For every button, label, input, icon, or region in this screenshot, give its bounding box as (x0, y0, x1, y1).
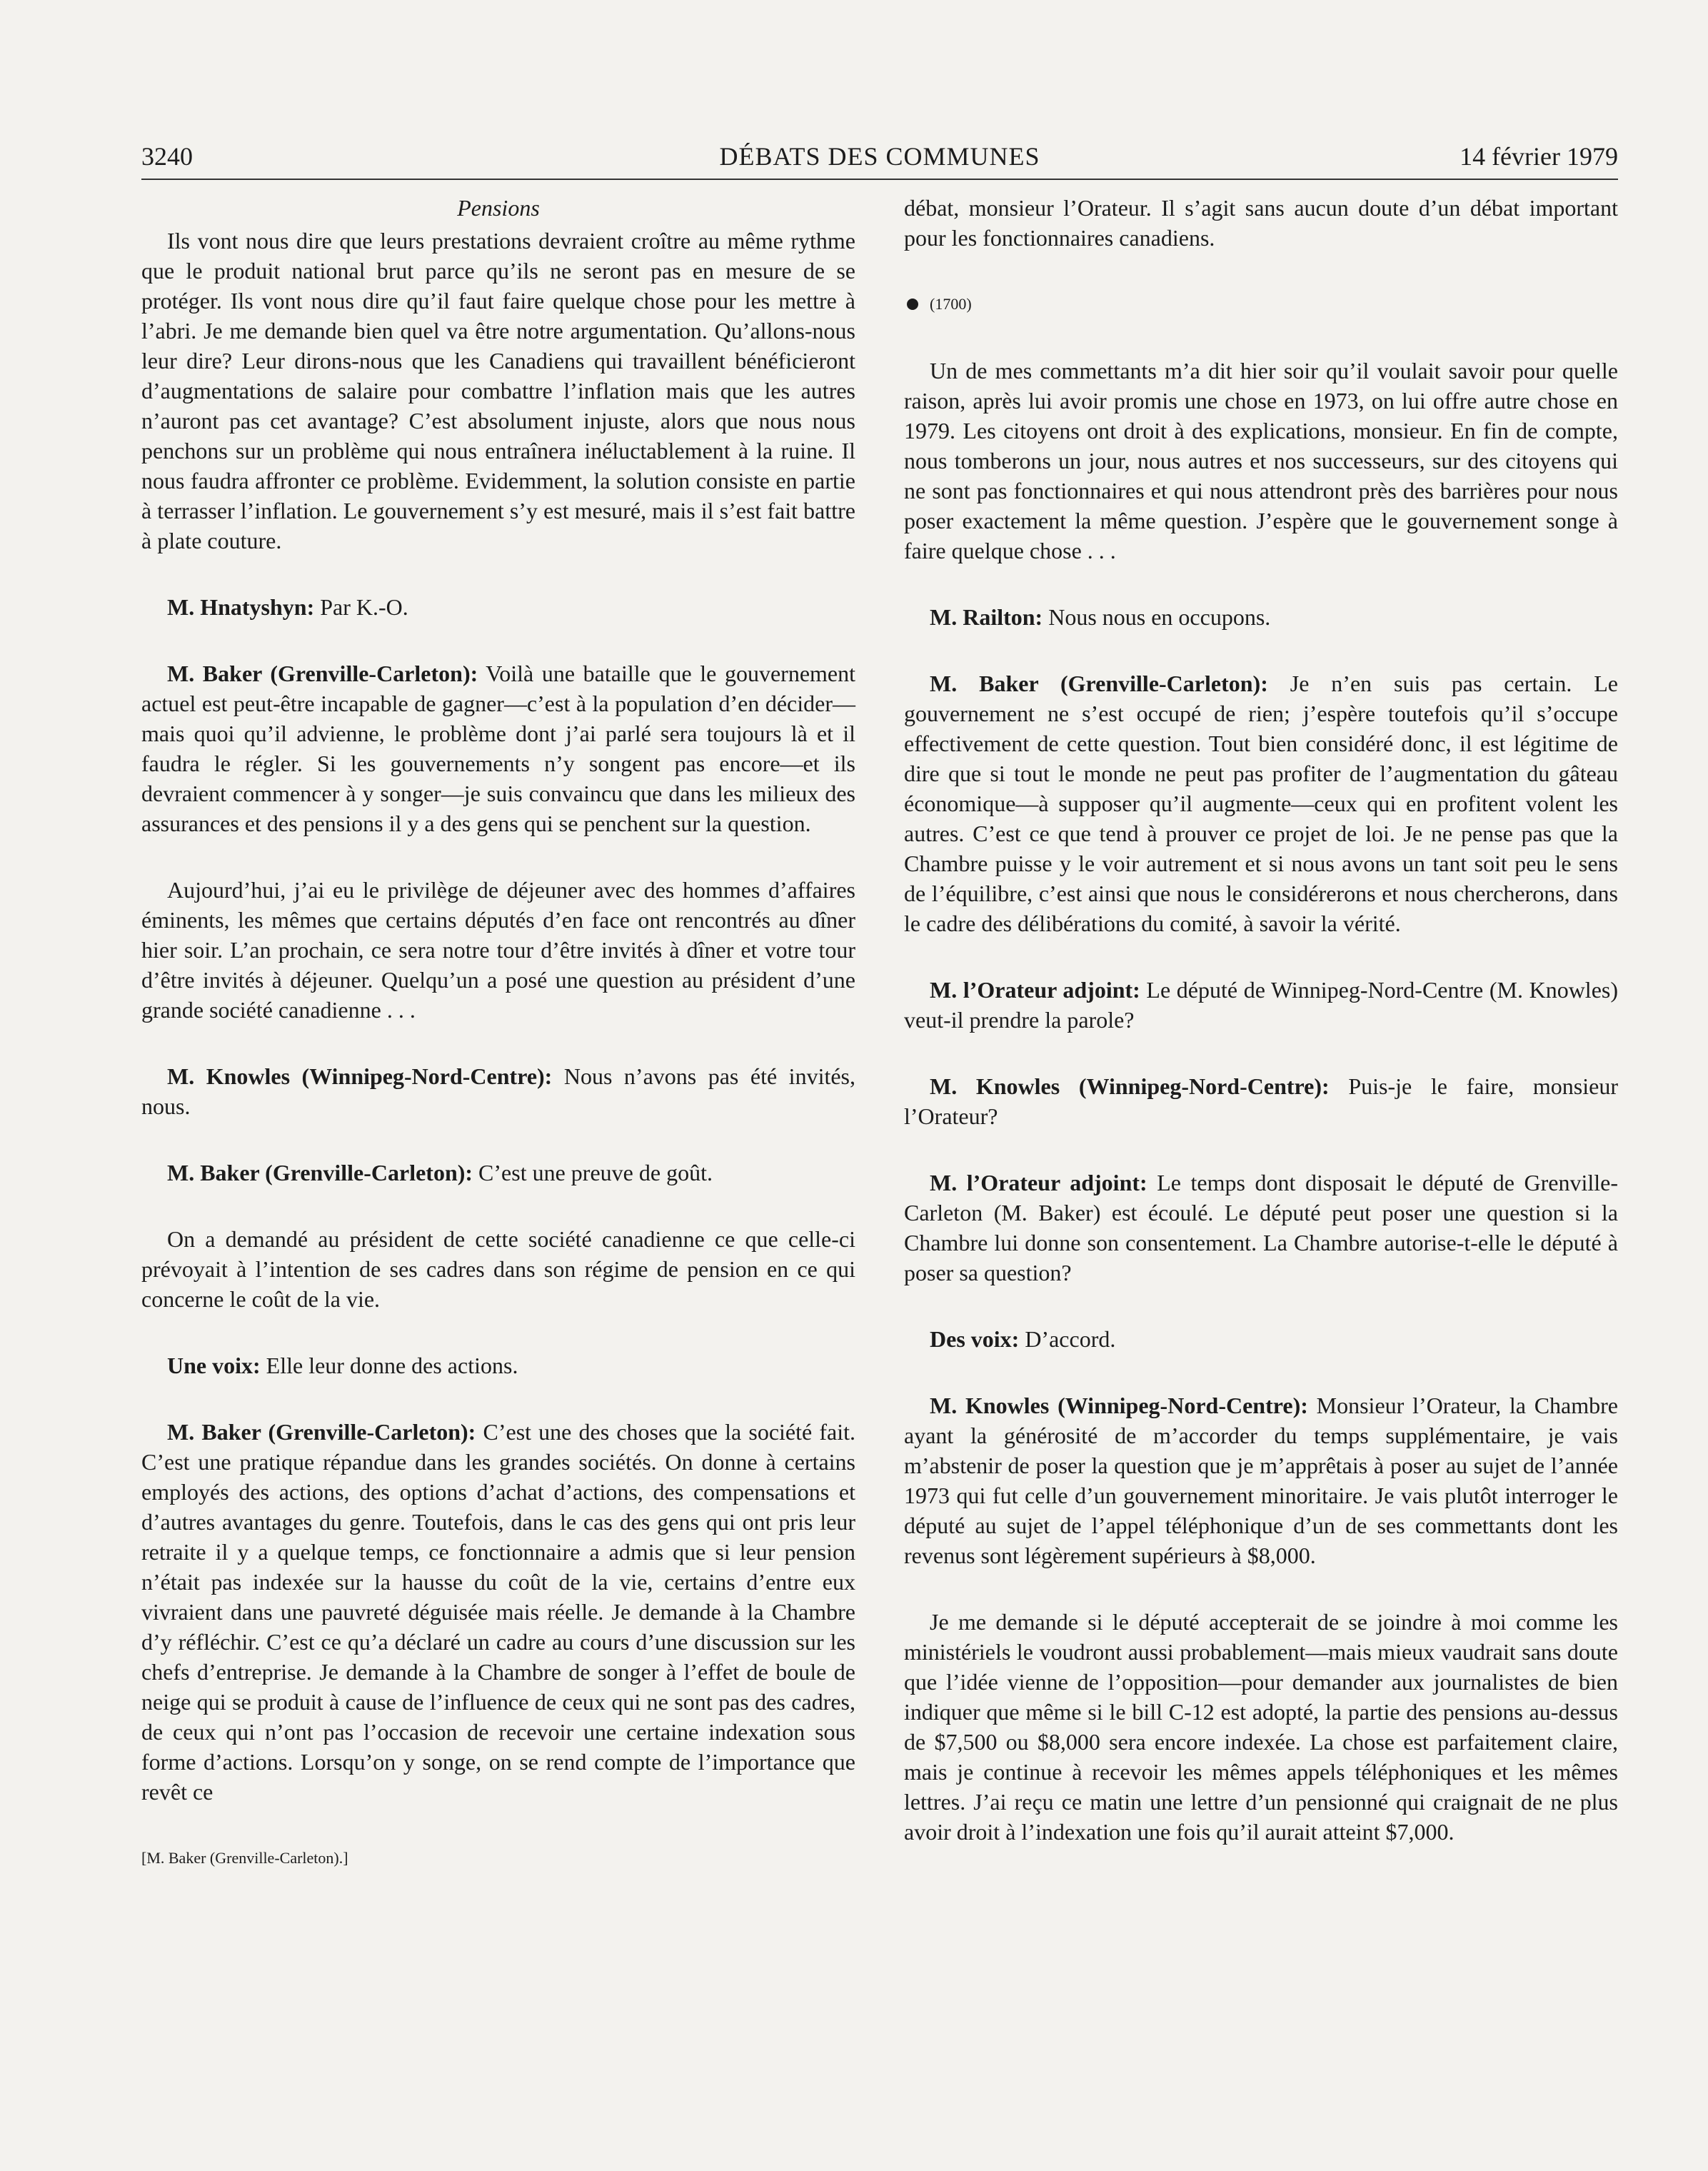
paragraph (904, 602, 1618, 632)
paragraph (904, 1168, 1618, 1288)
page-header (141, 141, 1618, 177)
speech-text: C’est une des choses que la société fait. C’est une pratique répandue dans les grandes sociétés. On donne à certains employés des actions, des options d’achat d’actions, des compensations et d’autres avantages du genre. Toutefois, dans le cas des gens qui ont pris leur retraite il y a quelque temps, ce fonctionnaire a admis que si leur pension n’était pas indexée sur la hausse du coût de la vie, certains d’entre eux vivraient dans une pauvreté déguisée mais réelle. Je demande à la Chambre d’y réfléchir. C’est ce qu’a déclaré un cadre au cours d’une discussion sur les chefs d’entreprise. Je demande à la Chambre de songer à l’effet de boule de neige qui se produit à cause de l’influence de ceux qui ne sont pas des cadres, de ceux qui n’ont pas l’occasion de recevoir une certaine indexation sous forme d’actions. Lorsqu’on y songe, on se rend compte de l’importance que revêt ce (141, 1419, 856, 1805)
paragraph (141, 658, 855, 838)
header-rule (141, 179, 1618, 180)
paragraph: Ils vont nous dire que leurs prestations devraient croître au même rythme que le produit national brut parce qu’ils ne seront pas en mesure de se protéger. Ils vont nous dire qu’il faut faire quelque chose pour les mettre à l’abri. Je me demande bien quel va être notre argumentation. Qu’allons-nous leur dire? Leur dirons-nous que les Canadiens qui travaillent bénéficieront d’augmentations de salaire pour combattre l’inflation mais que les autres n’auront pas cet avantage? C’est absolument injuste, alors que nous nous penchons sur un problème qui nous entraînera inéluctablement à la ruine. Il nous faudra affronter ce problème. Evidemment, la solution consiste en partie à terrasser l’inflation. Le gouvernement s’y est mesuré, mais il s’est fait battre à plate couture. (141, 228, 855, 553)
bullet-icon (907, 299, 918, 310)
speech-text: Voilà une bataille que le gouvernement actuel est peut-être incapable de gagner—c’est à la population d’en décider—mais quoi qu’il advienne, le problème dont j’ai parlé sera toujours là et il faudra le régler. Si les gouvernements n’y songent pas encore—et ils devraient commencer à y songer—je suis convaincu que dans les milieux des assurances et des pensions il y a des gens qui se penchent sur la question. (141, 661, 856, 836)
speech-text: Je n’en suis pas certain. Le gouvernement ne s’est occupé de rien; j’espère toutefois qu’il s’occupe effectivement de cette question. Tout bien considéré donc, il est légitime de dire que si tout le monde ne peut pas profiter de l’augmentation du gâteau économique—à supposer qu’il augmente—ceux qui en profitent volent les autres. C’est ce que tend à prouver ce projet de loi. Je ne pense pas que la Chambre puisse y le voir autrement et si nous avons un tant soit peu le sens de l’équilibre, c’est ainsi que nous le considérerons et nous chercherons, dans le cadre des délibérations du comité, à savoir la vérité. (904, 671, 1618, 936)
speaker-footnote: [M. Baker (Grenville-Carleton).] (141, 1849, 348, 1867)
speaker-name: M. Knowles (Winnipeg-Nord-Centre): (167, 1063, 553, 1089)
paragraph (141, 1350, 855, 1380)
speaker-name: Une voix: (167, 1353, 261, 1378)
speech-text: Le temps dont disposait le député de Grenville-Carleton (M. Baker) est écoulé. Le député peut poser une question si la Chambre lui donne son consentement. La Chambre autorise-t-elle le député à poser sa question? (904, 1170, 1618, 1285)
speaker-name: M. Hnatyshyn: (167, 594, 315, 620)
speaker-name: M. l’Orateur adjoint: (930, 977, 1140, 1003)
publication-title: DÉBATS DES COMMUNES (719, 142, 1040, 171)
time-marker-label: (1700) (930, 295, 972, 313)
paragraph (904, 1390, 1618, 1570)
speech-text: C’est une preuve de goût. (473, 1160, 713, 1185)
speaker-name: M. Knowles (Winnipeg-Nord-Centre): (930, 1393, 1308, 1418)
paragraph: Un de mes commettants m’a dit hier soir qu’il voulait savoir pour quelle raison, après lui avoir promis une chose en 1973, on lui offre autre chose en 1979. Les citoyens ont droit à des explications, monsieur. En fin de compte, nous tomberons un jour, nous autres et nos successeurs, sur des citoyens qui ne sont pas fonctionnaires et qui nous attendront près des barrières pour nous poser exactement la même question. J’espère que le gouvernement songe à faire quelque chose . . . (904, 358, 1618, 563)
speaker-name: M. Baker (Grenville-Carleton): (167, 661, 478, 686)
speaker-name: M. Baker (Grenville-Carleton): (167, 1160, 473, 1185)
speaker-name: M. Baker (Grenville-Carleton): (167, 1419, 476, 1445)
paragraph: Aujourd’hui, j’ai eu le privilège de déjeuner avec des hommes d’affaires éminents, les mêmes que certains députés d’en face ont rencontrés au dîner hier soir. L’an prochain, ce sera notre tour d’être invités à dîner et votre tour d’être invités à déjeuner. Quelqu’un a posé une question au président d’une grande société canadienne . . . (141, 877, 855, 1023)
speaker-name: M. Knowles (Winnipeg-Nord-Centre): (930, 1073, 1330, 1099)
paragraph (904, 668, 1618, 938)
left-column (141, 193, 855, 1910)
paragraph: On a demandé au président de cette société canadienne ce que celle-ci prévoyait à l’intention de ses cadres dans son régime de pension en ce qui concerne le coût de la vie. (141, 1226, 855, 1312)
speaker-name: M. Railton: (930, 604, 1043, 630)
paragraph: Je me demande si le député accepterait de se joindre à moi comme les ministériels le voudront aussi probablement—mais mieux vaudrait sans doute que l’idée vienne de l’opposition—pour demander aux journalistes de bien indiquer que même si le bill C-12 est adopté, la partie des pensions au-dessus de $7,500 ou $8,000 sera encore indexée. La chose est parfaitement claire, mais je continue à recevoir les mêmes appels téléphoniques et les mêmes lettres. J’ai reçu ce matin une lettre d’un pensionné qui craignait de ne plus avoir droit à l’indexation une fois qu’il aurait atteint $7,000. (904, 1609, 1618, 1845)
issue-date: 14 février 1979 (1460, 142, 1618, 171)
paragraph (141, 1417, 855, 1807)
speech-text: Monsieur l’Orateur, la Chambre ayant la générosité de m’accorder du temps supplémentaire, je vais m’abstenir de poser la question que je m’apprêtais à poser au sujet de l’année 1973 qui fut celle d’un gouvernement minoritaire. Je vais plutôt interroger le député au sujet de l’appel téléphonique d’un de ses commettants dont les revenus sont légèrement supérieurs à $8,000. (904, 1393, 1618, 1568)
paragraph (904, 1071, 1618, 1131)
speaker-name: M. Baker (Grenville-Carleton): (930, 671, 1268, 696)
paragraph (141, 592, 855, 622)
right-column (904, 193, 1618, 1883)
section-title: Pensions (457, 195, 540, 221)
paragraph (141, 1158, 855, 1188)
speech-text: Puis-je le faire, monsieur l’Orateur? (904, 1073, 1618, 1129)
speech-text: Nous n’avons pas été invités, nous. (141, 1063, 856, 1119)
paragraph (904, 1324, 1618, 1354)
speech-text: Par K.-O. (314, 594, 408, 620)
time-marker (904, 289, 1618, 319)
speech-text: Nous nous en occupons. (1043, 604, 1271, 630)
speaker-name: M. l’Orateur adjoint: (930, 1170, 1147, 1195)
page-number: 3240 (141, 142, 193, 171)
speech-text: D’accord. (1019, 1326, 1116, 1352)
paragraph (904, 975, 1618, 1035)
speech-text: Le député de Winnipeg-Nord-Centre (M. Knowles) veut-il prendre la parole? (904, 977, 1618, 1033)
speech-text: Elle leur donne des actions. (260, 1353, 518, 1378)
paragraph: débat, monsieur l’Orateur. Il s’agit sans aucun doute d’un débat important pour les fonctionnaires canadiens. (904, 195, 1618, 251)
speaker-name: Des voix: (930, 1326, 1020, 1352)
paragraph (141, 1061, 855, 1121)
